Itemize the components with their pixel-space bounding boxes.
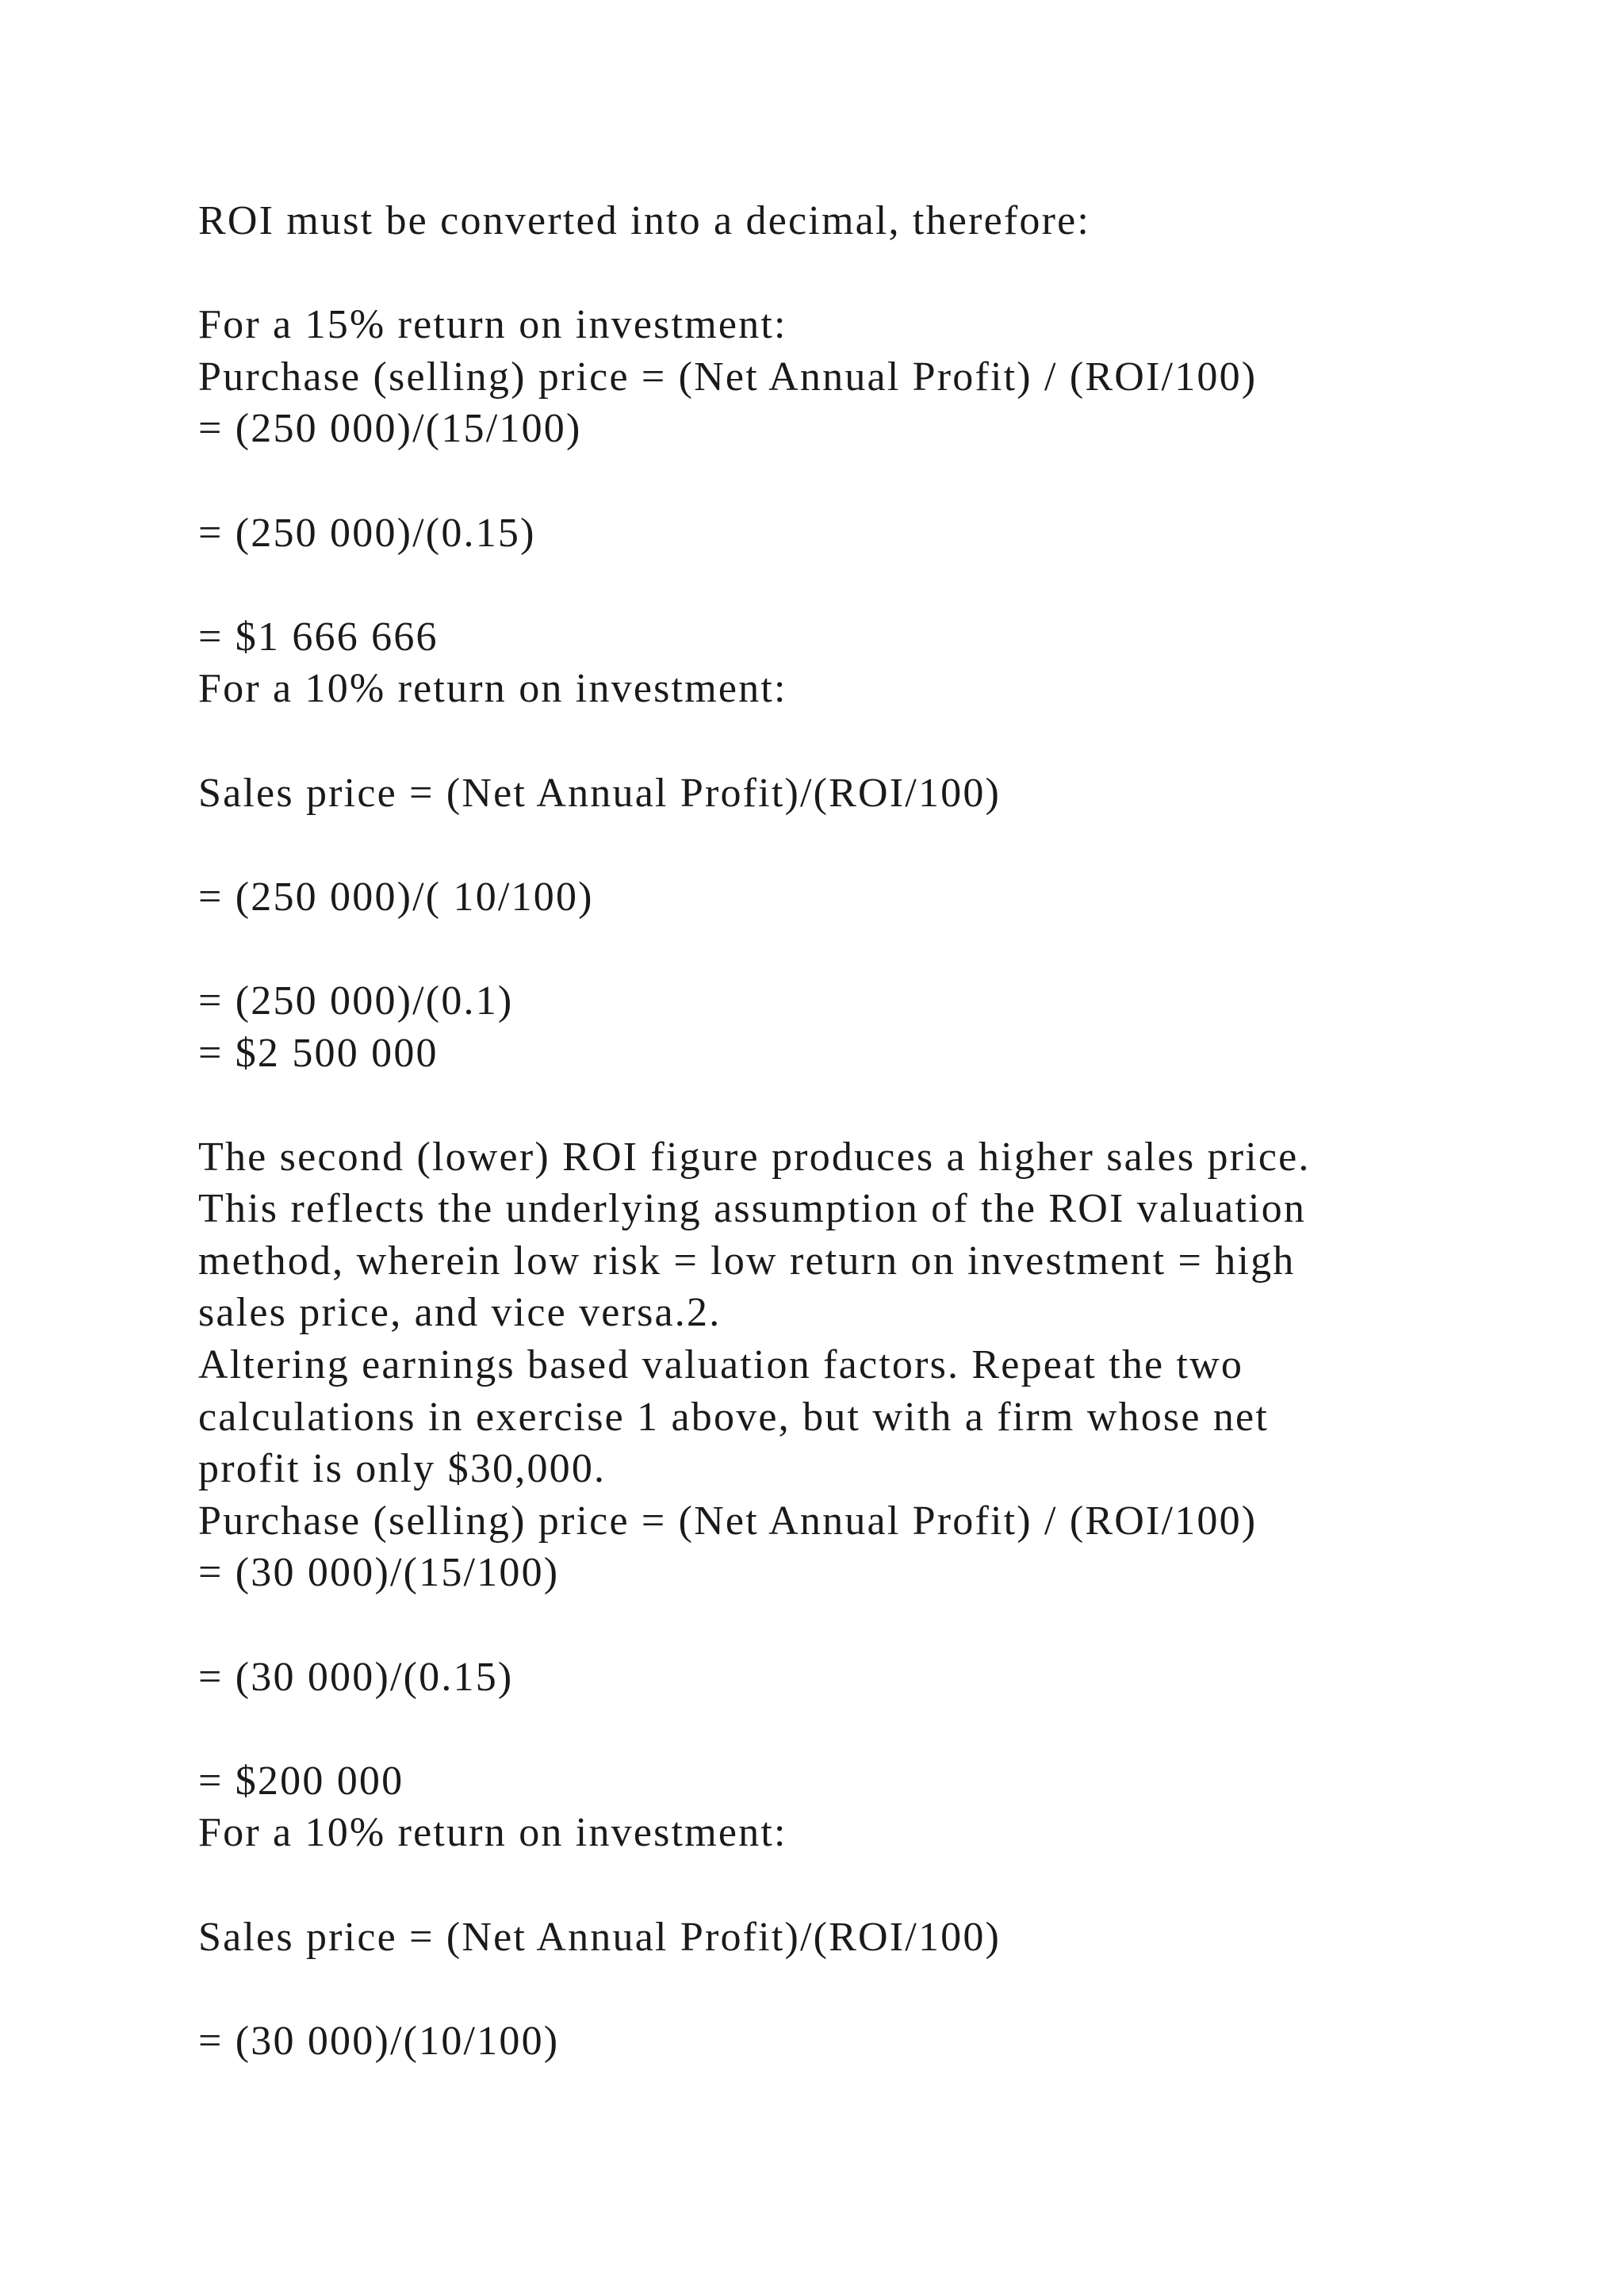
blank-line — [198, 1963, 1435, 2015]
blank-line — [198, 1079, 1435, 1131]
text-line: = $200 000 — [198, 1758, 404, 1804]
text-line: Purchase (selling) price = (Net Annual Profit) / (ROI/100) — [198, 1498, 1258, 1544]
text-line: For a 15% return on investment: — [198, 302, 787, 348]
text-line: method, wherein low risk = low return on investment = high — [198, 1238, 1296, 1284]
text-line: Purchase (selling) price = (Net Annual Profit) / (ROI/100) — [198, 354, 1258, 400]
text-line: = $2 500 000 — [198, 1030, 439, 1076]
text-line: Sales price = (Net Annual Profit)/(ROI/100) — [198, 1914, 1002, 1960]
text-line: = (250 000)/(0.1) — [198, 978, 514, 1024]
text-line: = (30 000)/(15/100) — [198, 1550, 560, 1596]
text-line: Altering earnings based valuation factors. Repeat the two — [198, 1342, 1244, 1388]
text-line: This reflects the underlying assumption of the ROI valuation — [198, 1186, 1307, 1232]
blank-line — [198, 1703, 1435, 1755]
text-line: ROI must be converted into a decimal, therefore: — [198, 198, 1091, 243]
text-line: = (30 000)/(0.15) — [198, 1654, 514, 1700]
text-line: sales price, and vice versa.2. — [198, 1290, 722, 1336]
blank-line — [198, 819, 1435, 871]
blank-line — [198, 1599, 1435, 1651]
text-line: = $1 666 666 — [198, 614, 439, 660]
text-line: Sales price = (Net Annual Profit)/(ROI/100) — [198, 770, 1002, 816]
blank-line — [198, 455, 1435, 507]
blank-line — [198, 1859, 1435, 1911]
blank-line — [198, 715, 1435, 767]
text-line: The second (lower) ROI figure produces a higher sales price. — [198, 1134, 1311, 1180]
text-line: calculations in exercise 1 above, but with a firm whose net — [198, 1394, 1269, 1440]
text-line: = (250 000)/(0.15) — [198, 510, 536, 556]
text-line: = (250 000)/(15/100) — [198, 406, 582, 452]
document-body — [198, 195, 1435, 2067]
text-line: For a 10% return on investment: — [198, 1810, 787, 1856]
text-line: = (30 000)/(10/100) — [198, 2018, 560, 2064]
text-line: profit is only $30,000. — [198, 1446, 607, 1492]
text-line: = (250 000)/( 10/100) — [198, 874, 594, 920]
text-line: For a 10% return on investment: — [198, 666, 787, 712]
blank-line — [198, 247, 1435, 300]
blank-line — [198, 559, 1435, 611]
blank-line — [198, 923, 1435, 975]
